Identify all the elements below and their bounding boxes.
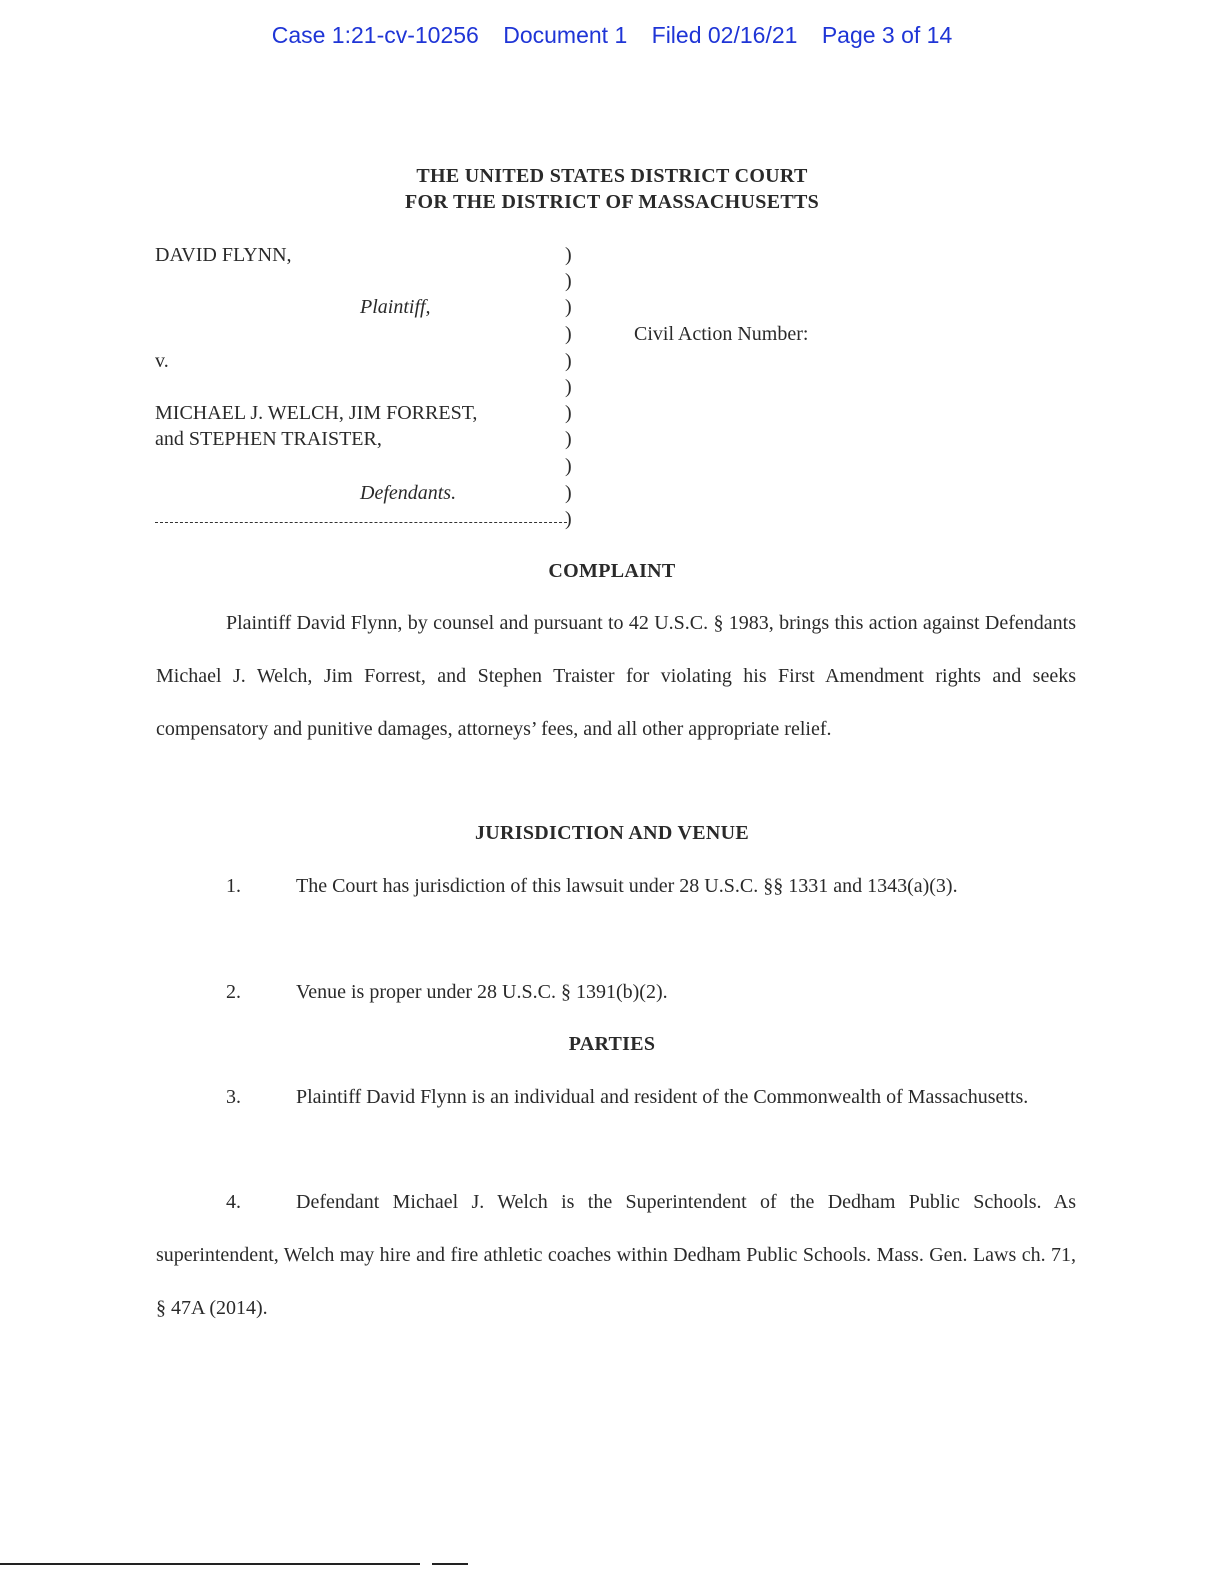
plaintiff-role: Plaintiff, [360,296,431,318]
caption-paren: ) [565,482,572,504]
caption-paren: ) [565,508,572,530]
caption-paren: ) [565,350,572,372]
paragraph-text: Defendant Michael J. Welch is the Superintendent of the Dedham Public Schools. As superintendent, Welch may hire and fire athletic coaches within Dedham Public Schools. Mass. Gen. Laws ch. 71, § 47A (2014). [156,1191,1076,1319]
jurisdiction-heading: JURISDICTION AND VENUE [474,822,750,844]
paragraph-number: 4. [226,1191,241,1213]
filed-date: Filed 02/16/21 [651,22,798,48]
footnote-divider [0,1563,420,1565]
paragraph-number: 3. [226,1086,241,1108]
defendants-line2: and STEPHEN TRAISTER, [155,428,382,450]
caption-paren: ) [565,402,572,424]
court-title-line1: THE UNITED STATES DISTRICT COURT [416,165,808,187]
page-indicator: Page 3 of 14 [821,22,953,48]
paragraph-text: The Court has jurisdiction of this lawsuit under 28 U.S.C. §§ 1331 and 1343(a)(3). [296,875,958,897]
paragraph-text: Venue is proper under 28 U.S.C. § 1391(b)(2). [296,981,668,1003]
complaint-intro: Plaintiff David Flynn, by counsel and pursuant to 42 U.S.C. § 1983, brings this action against Defendants Michael J. Welch, Jim Forrest, and Stephen Traister for violating his First Amendment rights and seeks compensatory and punitive damages, attorneys’ fees, and all other appropriate relief. [156,612,1076,740]
paragraph-text: Plaintiff David Flynn is an individual and resident of the Commonwealth of Massachusetts. [296,1086,1029,1108]
paragraph-1 [156,860,1076,913]
caption-paren: ) [565,323,572,345]
caption-paren: ) [565,428,572,450]
paragraph-4 [156,1176,1076,1335]
versus: v. [155,350,169,372]
caption-paren: ) [565,455,572,477]
case-number: Case 1:21-cv-10256 [271,22,479,48]
paragraph-number: 2. [226,981,241,1003]
document-number: Document 1 [503,22,628,48]
defendants-line1: MICHAEL J. WELCH, JIM FORREST, [155,402,478,424]
court-title-line2: FOR THE DISTRICT OF MASSACHUSETTS [404,191,820,213]
caption-paren: ) [565,244,572,266]
civil-action-number-label: Civil Action Number: [634,323,809,345]
court-title [0,163,1224,215]
caption-divider [155,522,567,523]
paragraph-number: 1. [226,875,241,897]
caption-paren: ) [565,296,572,318]
parties-heading: PARTIES [568,1033,656,1055]
footnote-divider [432,1563,468,1565]
complaint-heading: COMPLAINT [548,560,676,582]
caption-paren: ) [565,376,572,398]
ecf-header [0,22,1224,49]
paragraph-3 [156,1071,1076,1124]
defendants-role: Defendants. [360,482,457,504]
paragraph-2 [156,966,1076,1019]
plaintiff-name: DAVID FLYNN, [155,244,292,266]
caption-paren: ) [565,270,572,292]
